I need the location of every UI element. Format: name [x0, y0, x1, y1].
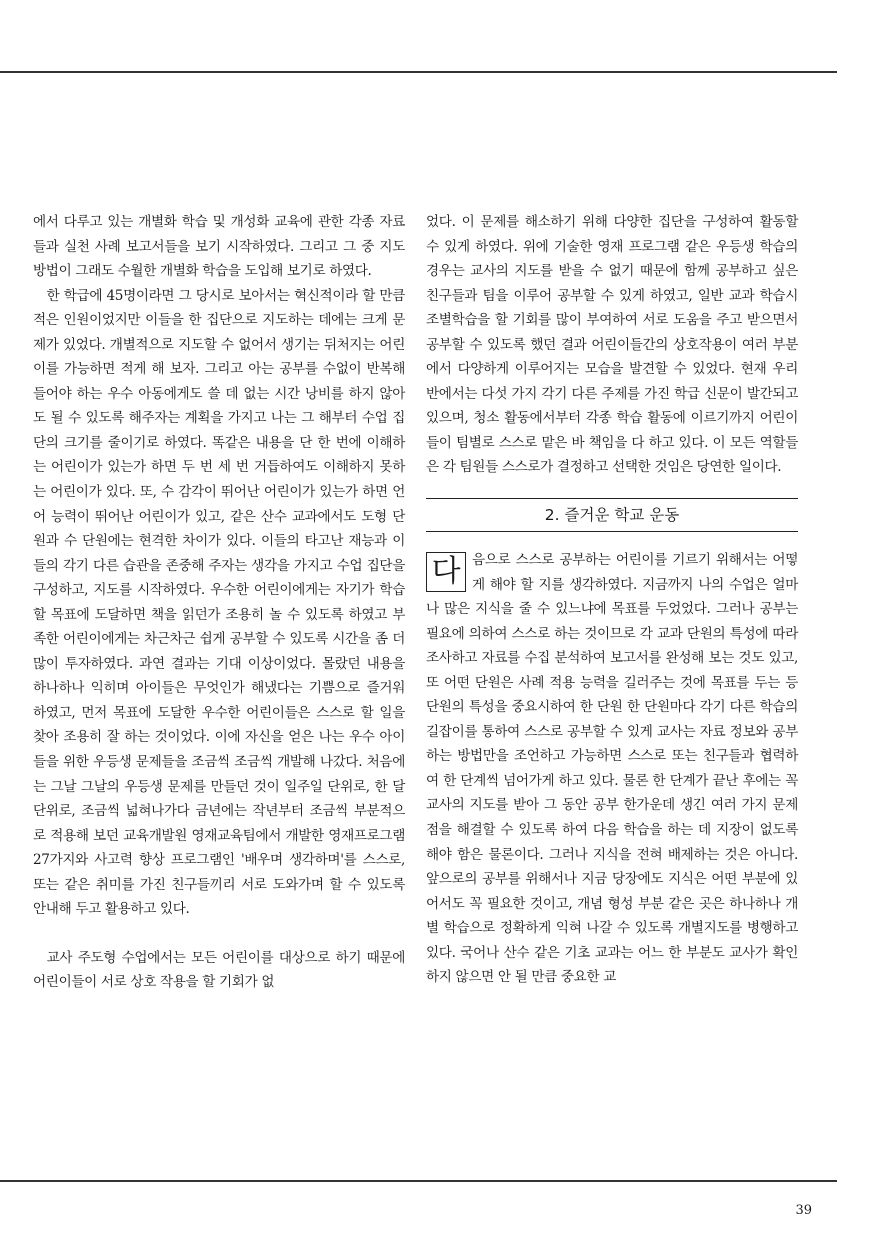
paragraph-continued: 었다. 이 문제를 해소하기 위해 다양한 집단을 구성하여 활동할 수 있게 하였다. 위에 기술한 영재 프로그램 같은 우등생 학습의 경우는 교사의 지도를 받을 수 없기 때문에 함께 공부하고 싶은 친구들과 팀을 이루어 공부할 수 있게 하였고, 일반 교과 학습시 조별학습을 할 기회를 많이 부여하여 서로 도움을 주고 받으면서 공부할 수 있도록 했던 결과 어린이들간의 상호작용이 여러 부분에서 다양하게 이루어지는 모습을 발견할 수 있었다. 현재 우리 반에서는 다섯 가지 각기 다른 주제를 가진 학급 신문이 발간되고 있으며, 청소 활동에서부터 각종 학습 활동에 이르기까지 어린이들이 팀별로 스스로 맡은 바 책임을 다 하고 있다. 이 모든 역할들은 각 팀원들 스스로가 결정하고 선택한 것임은 당연한 일이다. [426, 214, 798, 476]
page-number: 39 [795, 1203, 812, 1218]
drop-cap: 다 [426, 552, 466, 592]
bottom-rule [0, 1180, 837, 1182]
left-column [33, 210, 405, 995]
paragraph-continued: 에서 다루고 있는 개별화 학습 및 개성화 교육에 관한 각종 자료들과 실천 사례 보고서들을 보기 시작하였다. 그리고 그 중 지도 방법이 그래도 수월한 개별화 학습을 도입해 보기로 하였다. [33, 214, 405, 280]
paragraph: 교사 주도형 수업에서는 모든 어린이를 대상으로 하기 때문에 어린이들이 서로 상호 작용을 할 기회가 없 [33, 949, 405, 991]
right-column [426, 210, 798, 990]
paragraph-gap [33, 922, 405, 946]
section-title: 2. 즐거운 학교 운동 [426, 498, 798, 532]
section-body [426, 548, 798, 990]
top-rule [0, 71, 837, 73]
paragraph: 한 학급에 45명이라면 그 당시로 보아서는 혁신적이라 할 만큼 적은 인원이었지만 이들을 한 집단으로 지도하는 데에는 크게 문제가 있었다. 개별적으로 지도할 수 없어서 생기는 뒤처지는 어린이를 가능하면 적게 해 보자. 그리고 아는 공부를 수없이 반복해 들어야 하는 우수 아동에게도 쓸 데 없는 시간 낭비를 하지 않아도 될 수 있도록 해주자는 계획을 가지고 나는 그 해부터 수업 집단의 크기를 줄이기로 하였다. 똑같은 내용을 단 한 번에 이해하는 어린이가 있는가 하면 두 번 세 번 거듭하여도 이해하지 못하는 어린이가 있다. 또, 수 감각이 뛰어난 어린이가 있는가 하면 언어 능력이 뛰어난 어린이가 있고, 같은 산수 교과에서도 도형 단원과 수 단원에는 현격한 차이가 있다. 이들의 타고난 재능과 이들의 각기 다른 습관을 존중해 주자는 생각을 가지고 수업 집단을 구성하고, 지도를 시작하였다. 우수한 어린이에게는 자기가 학습할 목표에 도달하면 책을 읽던가 조용히 놀 수 있도록 하였고 부족한 어린이에게는 차근차근 쉽게 공부할 수 있도록 시간을 좀 더 많이 투자하였다. 과연 결과는 기대 이상이었다. 몰랐던 내용을 하나하나 익히며 아이들은 무엇인가 해냈다는 기쁨으로 즐거워 하였고, 먼저 목표에 도달한 우수한 어린이들은 스스로 할 일을 찾아 조용히 잘 하는 것이었다. 이에 자신을 얻은 나는 우수 아이들을 위한 우등생 문제들을 조금씩 조금씩 개발해 나갔다. 처음에는 그날 그날의 우등생 문제를 만들던 것이 일주일 단위로, 한 달 단위로, 조금씩 넓혀나가다 금년에는 작년부터 조금씩 부분적으로 적용해 보던 교육개발원 영재교육팀에서 개발한 영재프로그램 27가지와 사고력 향상 프로그램인 '배우며 생각하며'를 스스로, 또는 같은 취미를 가진 친구들끼리 서로 도와가며 할 수 있도록 안내해 두고 활용하고 있다. [33, 287, 405, 918]
paragraph: 음으로 스스로 공부하는 어린이를 기르기 위해서는 어떻게 해야 할 지를 생각하였다. 지금까지 나의 수업은 얼마나 많은 지식을 줄 수 있느냐에 목표를 두었었다. 그러나 공부는 필요에 의하여 스스로 하는 것이므로 각 교과 단원의 특성에 따라 조사하고 자료를 수집 분석하여 보고서를 완성해 보는 것도 있고, 또 어떤 단원은 사례 적용 능력을 길러주는 것에 목표를 두는 등 단원의 특성을 중요시하여 한 단원 한 단원마다 각기 다른 학습의 길잡이를 통하여 스스로 공부할 수 있게 교사는 자료 정보와 공부하는 방법만을 조언하고 가능하면 스스로 또는 친구들과 협력하여 한 단계씩 넘어가게 하고 있다. 물론 한 단계가 끝난 후에는 꼭 교사의 지도를 받아 그 동안 공부 한가운데 생긴 여러 가지 문제점을 해결할 수 있도록 하여 다음 학습을 하는 데 지장이 없도록 해야 함은 물론이다. 그러나 지식을 전혀 배제하는 것은 아니다. 앞으로의 공부를 위해서나 지금 당장에도 지식은 어떤 부분에 있어서도 꼭 필요한 것이고, 개념 형성 부분 같은 곳은 하나하나 개별 학습으로 정확하게 익혀 나갈 수 있도록 개별지도를 병행하고 있다. 국어나 산수 같은 기초 교과는 어느 한 부분도 교사가 확인하지 않으면 안 될 만큼 중요한 교 [426, 552, 798, 986]
